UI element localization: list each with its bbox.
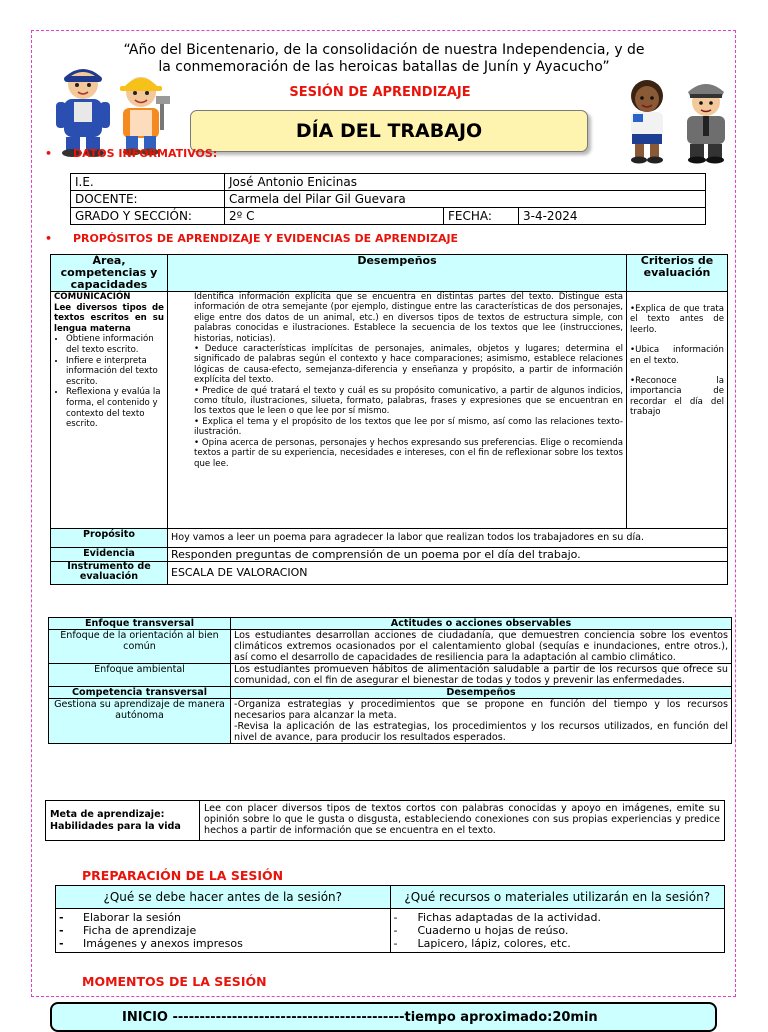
momentos-heading: MOMENTOS DE LA SESIÓN — [82, 974, 267, 989]
col-recursos: ¿Qué recursos o materiales utilizarán en la sesión? — [390, 886, 725, 909]
preparacion-heading: PREPARACIÓN DE LA SESIÓN — [82, 868, 284, 883]
session-label: SESIÓN DE APRENDIZAJE — [289, 85, 471, 100]
col-enfoque: Enfoque transversal — [49, 618, 231, 630]
meta-table — [45, 800, 725, 841]
competencia-desempeno-item: -Revisa la aplicación de las estrategias, los procedimientos y los recursos utilizados, en función del nivel de avance, para producir los resultados esperados. — [234, 721, 728, 743]
criterio-item: •Reconoce la importancia de recordar el día del trabajo — [630, 376, 724, 418]
antes-cell — [56, 909, 391, 953]
capacidad-item: • Reflexiona y evalúa la forma, el contenido y contexto del texto escrito. — [66, 387, 164, 429]
capacidad-item: • Infiere e interpreta información del texto escrito. — [66, 356, 164, 388]
datos-heading: • DATOS INFORMATIVOS: — [45, 147, 218, 160]
fecha-value: 3-4-2024 — [519, 208, 706, 225]
page-title: DÍA DEL TRABAJO — [190, 110, 588, 152]
worker-builder-icon — [108, 68, 178, 156]
propositos-table — [50, 254, 728, 585]
capacidad-item: • Obtiene información del texto escrito. — [66, 334, 164, 355]
enfoque-name: Enfoque de la orientación al bien común — [49, 630, 231, 664]
list-item: - Ficha de aprendizaje — [59, 924, 197, 937]
evidencia-label: Evidencia — [51, 548, 168, 562]
competencia: Lee diversos tipos de textos escritos en su lengua materna — [54, 302, 164, 334]
desempeno-item: • Explica el tema y el propósito de los textos que lee por sí mismo, así como las relaciones texto-ilustración. — [194, 416, 623, 438]
enfoque-actitud: Los estudiantes promueven hábitos de alimentación saludable a partir de los recursos que ofrece su comunidad, con el fin de asegurar el bienestar de todas y todos y prevenir las enfermedades. — [231, 664, 732, 687]
proposito-value: Hoy vamos a leer un poema para agradecer la labor que realizan todos los trabajadores en su día. — [168, 529, 728, 548]
capacidades-list — [54, 334, 164, 429]
fecha-label: FECHA: — [444, 208, 519, 225]
list-item: - Imágenes y anexos impresos — [59, 937, 243, 950]
desempeno-item: • Predice de qué tratará el texto y cuál es su propósito comunicativo, a partir de algunos indicios, como título, ilustraciones, silueta, formato, palabras, frases y expresiones que se encuentran en los textos que le leen o que lee por sí mismo. — [194, 385, 623, 417]
instrumento-value: ESCALA DE VALORACION — [168, 562, 728, 585]
list-item: - Lapicero, lápiz, colores, etc. — [393, 937, 571, 950]
list-item: - Fichas adaptadas de la actividad. — [393, 911, 601, 924]
desempenos-cell — [168, 292, 627, 529]
worker-nurse-icon — [618, 74, 676, 166]
instrumento-label: Instrumento de evaluación — [51, 562, 168, 585]
area-cell — [51, 292, 168, 529]
desempeno-item: • Opina acerca de personas, personajes y hechos expresando sus preferencias. Elige o recomienda textos a partir de su experiencia, necesidades e intereses, con el fin de reflexionar sobre los textos que lee. — [194, 437, 623, 469]
competencia-desempeno-item: -Organiza estrategias y procedimientos que se propone en función del tiempo y los recursos necesarios para alcanzar la meta. — [234, 699, 728, 721]
col-competencia: Competencia transversal — [49, 687, 231, 699]
inicio-bar: INICIO -------------------------------------------tiempo aproximado:20min — [50, 1002, 717, 1032]
recursos-cell — [390, 909, 725, 953]
criterio-item: •Ubica información en el texto. — [630, 345, 724, 366]
enfoque-actitud: Los estudiantes desarrollan acciones de ciudadanía, que demuestren conciencia sobre los eventos climáticos extremos ocasionados por el calentamiento global (sequías e inundaciones, entre otros.), así como el desarrollo de capacidades de resiliencia para la adaptación al cambio climático. — [231, 630, 732, 664]
ie-value: José Antonio Enicinas — [225, 174, 706, 191]
docente-value: Carmela del Pilar Gil Guevara — [225, 191, 706, 208]
grado-value: 2º C — [225, 208, 444, 225]
enfoques-table — [48, 617, 732, 744]
competencia-desempenos — [231, 699, 732, 744]
col-criterios: Criterios de evaluación — [627, 255, 728, 292]
meta-label: Meta de aprendizaje: Habilidades para la vida — [46, 801, 200, 841]
docente-label: DOCENTE: — [71, 191, 225, 208]
area-name: COMUNICACIÓN — [54, 292, 131, 302]
col-antes: ¿Qué se debe hacer antes de la sesión? — [56, 886, 391, 909]
competencia-name: Gestiona su aprendizaje de manera autónoma — [49, 699, 231, 744]
desempeno-item: Identifica información explícita que se encuentra en distintas partes del texto. Distingue esta información de otra semejante (por ejemplo, distingue entre las características de dos personajes, elige entre dos datos de un animal, etc.) en diversos tipos de textos de estructura simple, con palabras conocidas e ilustraciones. Establece la secuencia de los textos que lee (instrucciones, historias, noticias). — [194, 292, 623, 344]
quote-line-2: la conmemoración de las heroicas batallas de Junín y Ayacucho” — [158, 59, 610, 75]
criterio-item: •Explica de que trata el texto antes de leerlo. — [630, 304, 724, 335]
criterios-cell — [627, 292, 728, 529]
col-area: Área, competencias y capacidades — [51, 255, 168, 292]
worker-mechanic-icon — [52, 62, 114, 157]
col-competencia-desempenos: Desempeños — [231, 687, 732, 699]
list-item: - Elaborar la sesión — [59, 911, 182, 924]
quote-line-1: “Año del Bicentenario, de la consolidación de nuestra Independencia, y de — [123, 42, 645, 58]
datos-table — [70, 173, 706, 225]
meta-text: Lee con placer diversos tipos de textos cortos con palabras conocidas y apoyo en imágenes, emite su opinión sobre lo que le gusta o disgusta, estableciendo conexiones con sus propias experiencias y predice hechos a partir de información que se encuentra en el texto. — [200, 801, 725, 841]
enfoque-name: Enfoque ambiental — [49, 664, 231, 687]
proposito-label: Propósito — [51, 529, 168, 548]
ie-label: I.E. — [71, 174, 225, 191]
col-actitudes: Actitudes o acciones observables — [231, 618, 732, 630]
grado-label: GRADO Y SECCIÓN: — [71, 208, 225, 225]
worker-police-icon — [676, 74, 736, 166]
evidencia-value: Responden preguntas de comprensión de un poema por el día del trabajo. — [168, 548, 728, 562]
col-desempenos: Desempeños — [168, 255, 627, 292]
propositos-heading: • PROPÓSITOS DE APRENDIZAJE Y EVIDENCIAS DE APRENDIZAJE — [45, 232, 459, 245]
desempeno-item: • Deduce características implícitas de personajes, animales, objetos y lugares; determina el significado de palabras según el contexto y hace comparaciones; asimismo, establece relaciones lógicas de causa-efecto, semejanza-diferencia y enseñanza y propósito, a partir de información explícita del texto. — [194, 344, 623, 386]
list-item: - Cuaderno u hojas de reúso. — [393, 924, 569, 937]
preparacion-table — [55, 885, 725, 953]
